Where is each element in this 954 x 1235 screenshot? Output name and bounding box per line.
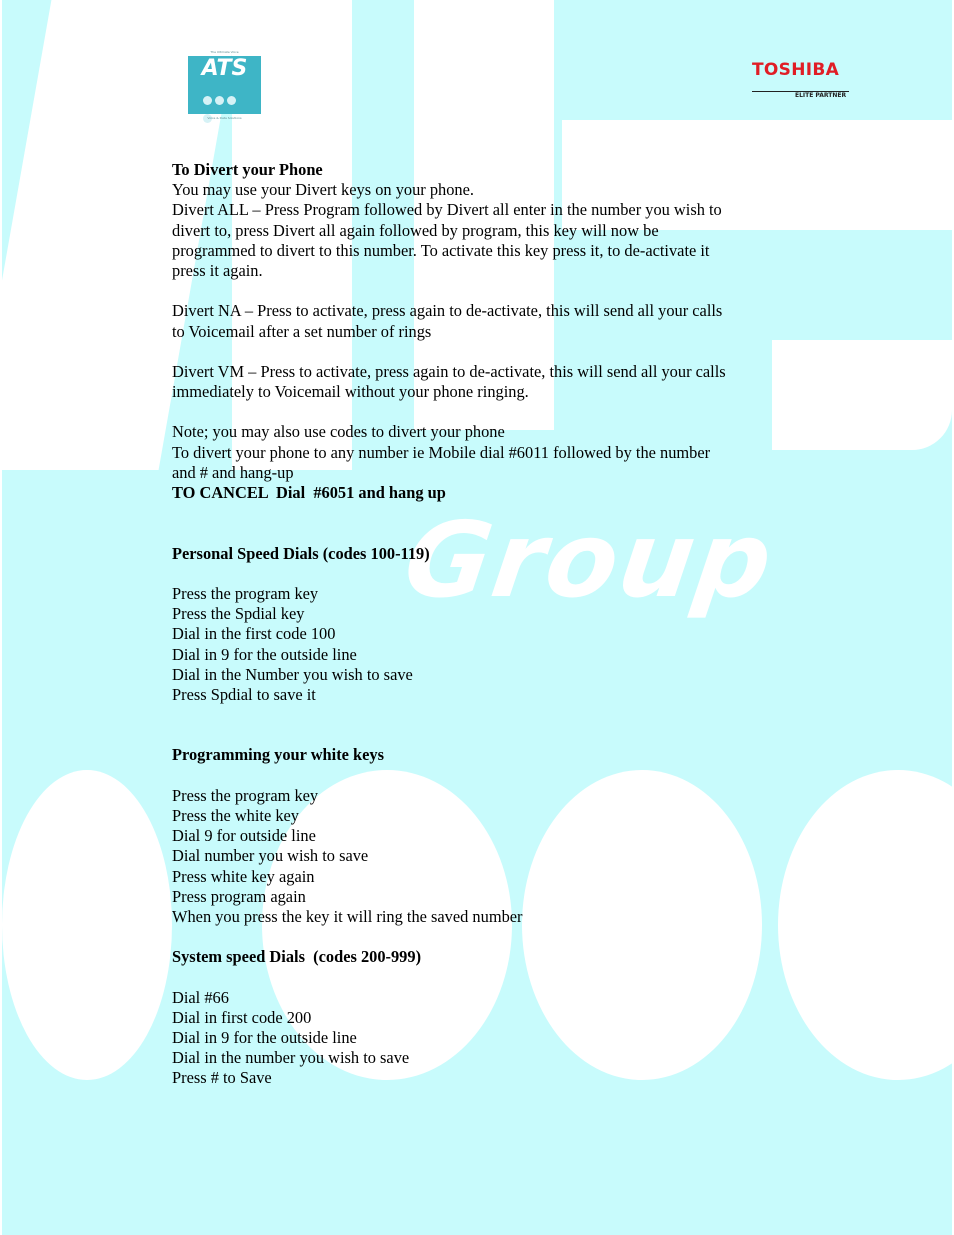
paragraph-line: Note; you may also use codes to divert your phone [172,422,505,442]
section-heading-divert: To Divert your Phone [172,160,323,179]
section-heading-personal-speed-dials: Personal Speed Dials (codes 100-119) [172,543,430,563]
step-line: Press # to Save [172,1068,272,1088]
paragraph-line: programmed to divert to this number. To activate this key press it, to de-activate it [172,240,710,260]
step-line: Dial in the first code 100 [172,624,336,644]
step-line: Dial number you wish to save [172,846,369,866]
document-body [172,160,782,1089]
paragraph-line: You may use your Divert keys on your phone. [172,180,474,200]
blank-line [172,503,782,523]
blank-line [172,564,782,584]
ats-logo-subtitle: Voice & Data Solutions [207,116,242,120]
section-heading-white-keys: Programming your white keys [172,745,385,765]
paragraph-line: press it again. [172,260,263,280]
watermark-letter-s-tail [772,340,952,450]
ats-logo [188,56,261,114]
section-heading-system-speed-dials: System speed Dials (codes 200-999) [172,947,422,967]
step-line: Press the program key [172,785,319,805]
step-line: Press the program key [172,583,319,603]
watermark-dot [778,770,952,1080]
blank-line [172,968,782,988]
step-line: Dial in first code 200 [172,1007,312,1027]
paragraph-line: Divert ALL – Press Program followed by Divert all enter in the number you wish to [172,200,722,220]
paragraph-line: immediately to Voicemail without your phone ringing. [172,382,529,402]
watermark-group-text: Group [397,499,782,621]
step-line: Press program again [172,886,306,906]
paragraph-line: and # and hang-up [172,462,294,482]
watermark-dot [2,770,172,1080]
step-line: Press the Spdial key [172,604,305,624]
paragraph-line: divert to, press Divert all again followed by program, this key will now be [172,220,659,240]
ats-logo-text: ATS [201,56,248,81]
step-line: Press the white key [172,806,300,825]
paragraph-line: to Voicemail after a set number of rings [172,321,432,341]
toshiba-logo-subtitle: ELITE PARTNER [795,92,847,99]
blank-line [172,725,782,745]
step-line: Press Spdial to save it [172,684,316,704]
blank-line [172,523,782,543]
blank-line [172,402,782,422]
blank-line [172,342,782,362]
step-line: Dial in 9 for the outside line [172,644,357,664]
step-line: When you press the key it will ring the saved number [172,906,523,926]
ats-logo-tagline: The Ultimate Voice [210,50,239,54]
step-line: Dial #66 [172,987,229,1007]
paragraph-line: To divert your phone to any number ie Mobile dial #6011 followed by the number [172,442,711,462]
step-line: Press white key again [172,866,315,886]
blank-line [172,705,782,725]
paragraph-line: Divert NA – Press to activate, press again to de-activate, this will send all your calls [172,301,723,321]
blank-line [172,281,782,301]
cancel-instruction: TO CANCEL Dial #6051 and hang up [172,483,446,502]
step-line: Dial in the number you wish to save [172,1048,410,1068]
blank-line [172,927,782,947]
ats-logo-dots [203,92,249,102]
blank-line [172,766,782,786]
paragraph-line: Divert VM – Press to activate, press again to de-activate, this will send all your calls [172,361,726,381]
step-line: Dial 9 for outside line [172,826,316,846]
toshiba-logo: TOSHIBA [752,60,840,80]
step-line: Dial in 9 for the outside line [172,1028,357,1048]
step-line: Dial in the Number you wish to save [172,664,413,684]
